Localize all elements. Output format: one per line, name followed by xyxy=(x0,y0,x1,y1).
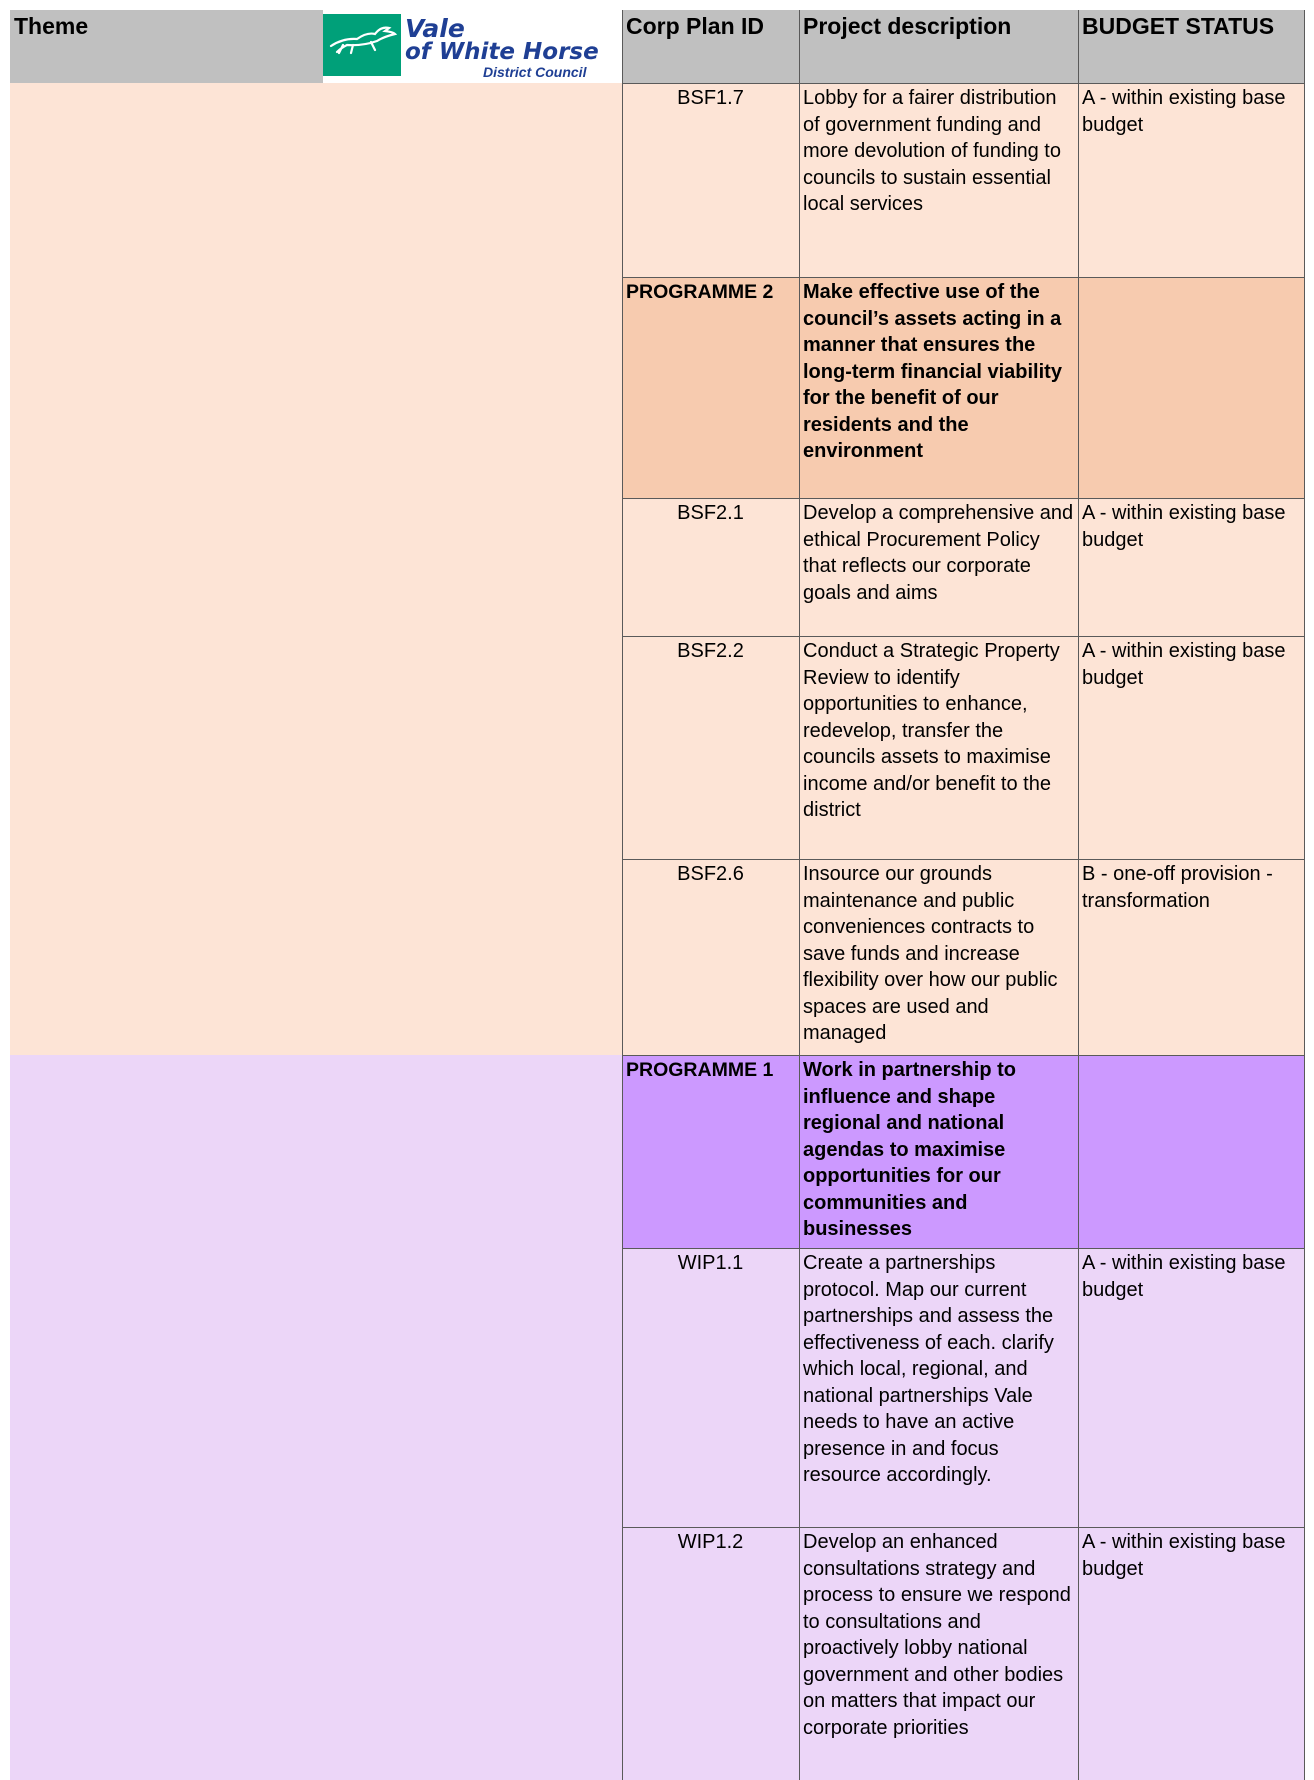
table-row-id: BSF2.1 xyxy=(622,498,799,636)
grid-line xyxy=(622,1527,1305,1528)
table-row-description: Develop a comprehensive and ethical Procurement Policy that reflects our corporate goals and aims xyxy=(799,498,1078,636)
header-budget-status: BUDGET STATUS xyxy=(1078,10,1304,83)
logo-line-1: Vale xyxy=(405,14,465,43)
header-theme: Theme xyxy=(10,10,323,83)
grid-line xyxy=(622,1248,1305,1249)
table-row-id: WIP1.2 xyxy=(622,1527,799,1780)
programme-row-id: PROGRAMME 1 xyxy=(622,1055,799,1248)
programme-row-budget xyxy=(1078,1055,1304,1248)
theme-band-lilac xyxy=(10,1055,622,1780)
theme-band-peach xyxy=(10,83,622,1055)
table-row-description: Insource our grounds maintenance and public conveniences contracts to save funds and increase flexibility over how our public spaces are used and managed xyxy=(799,859,1078,1055)
table-row-id: BSF1.7 xyxy=(622,83,799,277)
grid-line xyxy=(1078,10,1079,1780)
grid-line xyxy=(622,10,623,1780)
header-corp-plan-id: Corp Plan ID xyxy=(622,10,799,83)
table-row-description: Conduct a Strategic Property Review to identify opportunities to enhance, redevelop, transfer the councils assets to maximise income and/or benefit to the district xyxy=(799,636,1078,859)
table-row-budget: B - one-off provision - transformation xyxy=(1078,859,1304,1055)
table-row-description: Develop an enhanced consultations strategy and process to ensure we respond to consultations and proactively lobby national government and other bodies on matters that impact our corporate priorities xyxy=(799,1527,1078,1780)
table-row-budget: A - within existing base budget xyxy=(1078,498,1304,636)
programme-row-id: PROGRAMME 2 xyxy=(622,277,799,498)
table-row-budget: A - within existing base budget xyxy=(1078,83,1304,277)
table-row-id: BSF2.6 xyxy=(622,859,799,1055)
table-row-id: WIP1.1 xyxy=(622,1248,799,1527)
grid-line xyxy=(622,498,1305,499)
table-row-id: BSF2.2 xyxy=(622,636,799,859)
programme-row-description: Work in partnership to influence and shape regional and national agendas to maximise opportunities for our communities and businesses xyxy=(799,1055,1078,1248)
header-project-description: Project description xyxy=(799,10,1078,83)
council-logo xyxy=(323,10,622,83)
grid-line xyxy=(622,636,1305,637)
grid-line xyxy=(622,859,1305,860)
grid-line xyxy=(622,1055,1305,1056)
grid-line xyxy=(622,83,1305,84)
table-row-description: Lobby for a fairer distribution of government funding and more devolution of funding to councils to sustain essential local services xyxy=(799,83,1078,277)
table-row-budget: A - within existing base budget xyxy=(1078,636,1304,859)
grid-line xyxy=(622,277,1305,278)
table-row-budget: A - within existing base budget xyxy=(1078,1527,1304,1780)
grid-line xyxy=(799,10,800,1780)
table-row-budget: A - within existing base budget xyxy=(1078,1248,1304,1527)
logo-line-2: of White Horse xyxy=(405,39,599,65)
logo-line-3: District Council xyxy=(483,64,587,80)
programme-row-description: Make effective use of the council’s assets acting in a manner that ensures the long-term financial viability for the benefit of our residents and the environment xyxy=(799,277,1078,498)
grid-line xyxy=(1304,10,1305,1780)
programme-row-budget xyxy=(1078,277,1304,498)
table-row-description: Create a partnerships protocol. Map our current partnerships and assess the effectiveness of each. clarify which local, regional, and national partnerships Vale needs to have an active presence in and focus resource accordingly. xyxy=(799,1248,1078,1527)
